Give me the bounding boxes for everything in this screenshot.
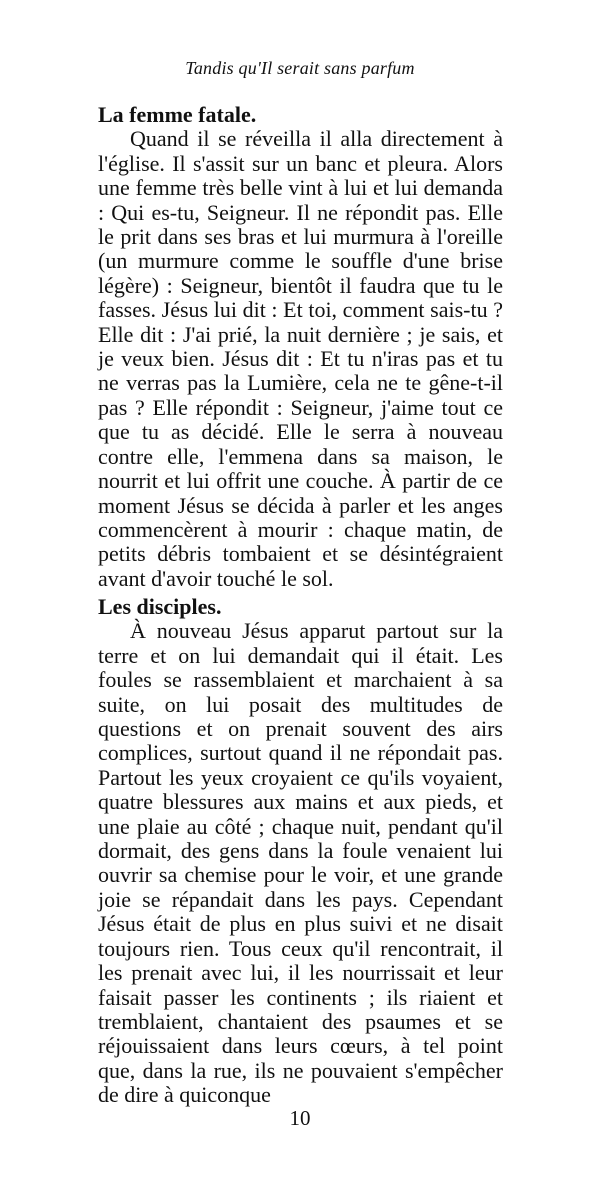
section-title: Les disciples. bbox=[98, 594, 222, 619]
running-head: Tandis qu'Il serait sans parfum bbox=[185, 58, 415, 78]
page-number: 10 bbox=[289, 1106, 311, 1130]
section-paragraph: À nouveau Jésus apparut partout sur la terre et on lui demandait qui il était. Les foules se rassemblaient et marchaient à sa suite, on lui posait des multitudes de questions et on prenait souvent des airs complices, surtout quand il ne répondait pas. Partout les yeux croyaient ce qu'ils voyaient, quatre blessures aux mains et aux pieds, et une plaie au côté ; chaque nuit, pendant qu'il dormait, des gens dans la foule venaient lui ouvrir sa chemise pour le voir, et une grande joie se répandait dans les pays. Cependant Jésus était de plus en plus suivi et ne disait toujours rien. Tous ceux qu'il rencontrait, il les prenait avec lui, il les nourrissait et leur faisait passer les continents ; ils riaient et tremblaient, chantaient des psaumes et se réjouissaient dans leurs cœurs, à tel point que, dans la rue, ils ne pouvaient s'empêcher de dire à quiconque bbox=[98, 618, 503, 1108]
section-disciples bbox=[98, 595, 503, 1108]
section-paragraph: Quand il se réveilla il alla directement à l'église. Il s'assit sur un banc et pleura. Alors une femme très belle vint à lui et lui demanda : Qui es-tu, Seigneur. Il ne répondit pas. Elle le prit dans ses bras et lui murmura à l'oreille (un murmure comme le souffle d'une brise légère) : Seigneur, bientôt il faudra que tu le fasses. Jésus lui dit : Et toi, comment sais-tu ? Elle dit : J'ai prié, la nuit dernière ; je sais, et je veux bien. Jésus dit : Et tu n'iras pas et tu ne verras pas la Lumière, cela ne te gêne-t-il pas ? Elle répondit : Seigneur, j'aime tout ce que tu as décidé. Elle le serra à nouveau contre elle, l'emmena dans sa maison, le nourrit et lui offrit une couche. À partir de ce moment Jésus se décida à parler et les anges commencèrent à mourir : chaque matin, de petits débris tombaient et se désintégraient avant d'avoir touché le sol. bbox=[98, 126, 503, 591]
section-title: La femme fatale. bbox=[98, 102, 257, 127]
section-femme-fatale bbox=[98, 103, 503, 591]
